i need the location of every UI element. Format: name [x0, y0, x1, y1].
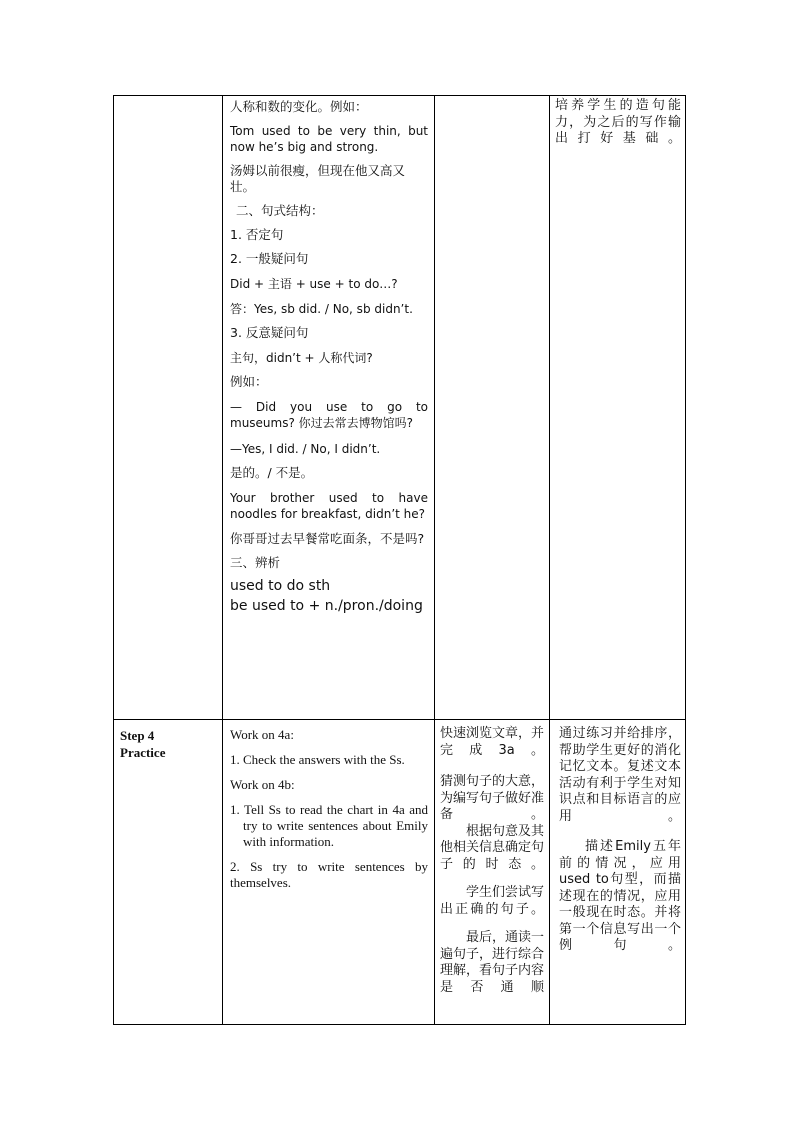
- example-sentence: — Did you use to go to museums? 你过去常去博物馆吗?: [230, 400, 428, 430]
- step-name: Practice: [120, 745, 166, 760]
- content-line: 人称和数的变化。例如：: [230, 99, 368, 114]
- structure-item: 2. 一般疑问句: [230, 251, 309, 266]
- example-translation: 是的。/ 不是。: [230, 465, 314, 480]
- purpose-text: 通过练习并给排序，帮助学生更好的消化记忆文本。复述文本活动有利于学生对知识点和目标语言的应用。: [559, 726, 681, 824]
- row2-purpose-cell: [559, 726, 681, 955]
- row2-step-cell: [120, 727, 218, 761]
- content-line: 例如：: [230, 374, 268, 389]
- comparison-phrase: be used to + n./pron./doing: [230, 598, 423, 614]
- row1-content-cell: [230, 99, 428, 616]
- activity-text: 根据句意及其他相关信息确定句子的时态。: [440, 823, 545, 872]
- example-translation: 你哥哥过去早餐常吃面条，不是吗?: [230, 531, 425, 546]
- task-item: 2. Ss try to write sentences by themselves.: [230, 859, 428, 890]
- table-border-right: [685, 95, 686, 1025]
- activity-text: 猜测句子的大意，为编写句子做好准备。: [440, 774, 545, 822]
- table-divider-1: [222, 95, 223, 1025]
- activity-text: 快速浏览文章，并完成3a。: [440, 726, 545, 758]
- task-heading: Work on 4a:: [230, 727, 294, 742]
- activity-text: 最后，通读一遍句子，进行综合理解，看句子内容是否通顺: [440, 930, 545, 995]
- purpose-text: 培养学生的造句能力，为之后的写作输出打好基础。: [555, 98, 681, 146]
- example-sentence: —Yes, I did. / No, I didn’t.: [230, 442, 381, 456]
- table-border-top: [113, 95, 686, 96]
- table-border-bottom: [113, 1024, 686, 1025]
- activity-text: 学生们尝试写出正确的句子。: [440, 885, 545, 917]
- answer-line: 答：Yes, sb did. / No, sb didn’t.: [230, 302, 413, 316]
- table-divider-2: [434, 95, 435, 1025]
- lesson-plan-table: [113, 95, 686, 1025]
- table-divider-3: [549, 95, 550, 1025]
- row2-content-cell: [230, 727, 428, 891]
- row1-purpose-cell: [555, 98, 681, 148]
- formula-line: Did + 主语 + use + to do…?: [230, 277, 398, 291]
- structure-item: 3. 反意疑问句: [230, 325, 309, 340]
- example-sentence: Tom used to be very thin, but now he’s big and strong.: [230, 124, 428, 154]
- task-heading: Work on 4b:: [230, 777, 295, 792]
- formula-line: 主句，didn’t + 人称代词?: [230, 351, 373, 365]
- example-sentence: Your brother used to have noodles for breakfast, didn’t he?: [230, 491, 428, 521]
- structure-item: 1. 否定句: [230, 227, 284, 242]
- table-border-left: [113, 95, 114, 1025]
- section-heading: 二、句式结构：: [236, 203, 324, 218]
- task-item: 1. Check the answers with the Ss.: [230, 752, 405, 767]
- row-divider: [113, 719, 686, 720]
- task-item: 1. Tell Ss to read the chart in 4a and try to write sentences about Emily with information.: [230, 802, 428, 849]
- comparison-phrase: used to do sth: [230, 578, 331, 594]
- step-number: Step 4: [120, 728, 155, 743]
- row2-student-activity-cell: [440, 726, 544, 996]
- purpose-text: 描述Emily五年前的情况，应用used to句型，而描述现在的情况，应用一般现在时态。并将第一个信息写出一个例句。: [559, 839, 681, 953]
- section-heading: 三、辨析: [230, 555, 281, 570]
- example-translation: 汤姆以前很瘦，但现在他又高又壮。: [230, 163, 406, 194]
